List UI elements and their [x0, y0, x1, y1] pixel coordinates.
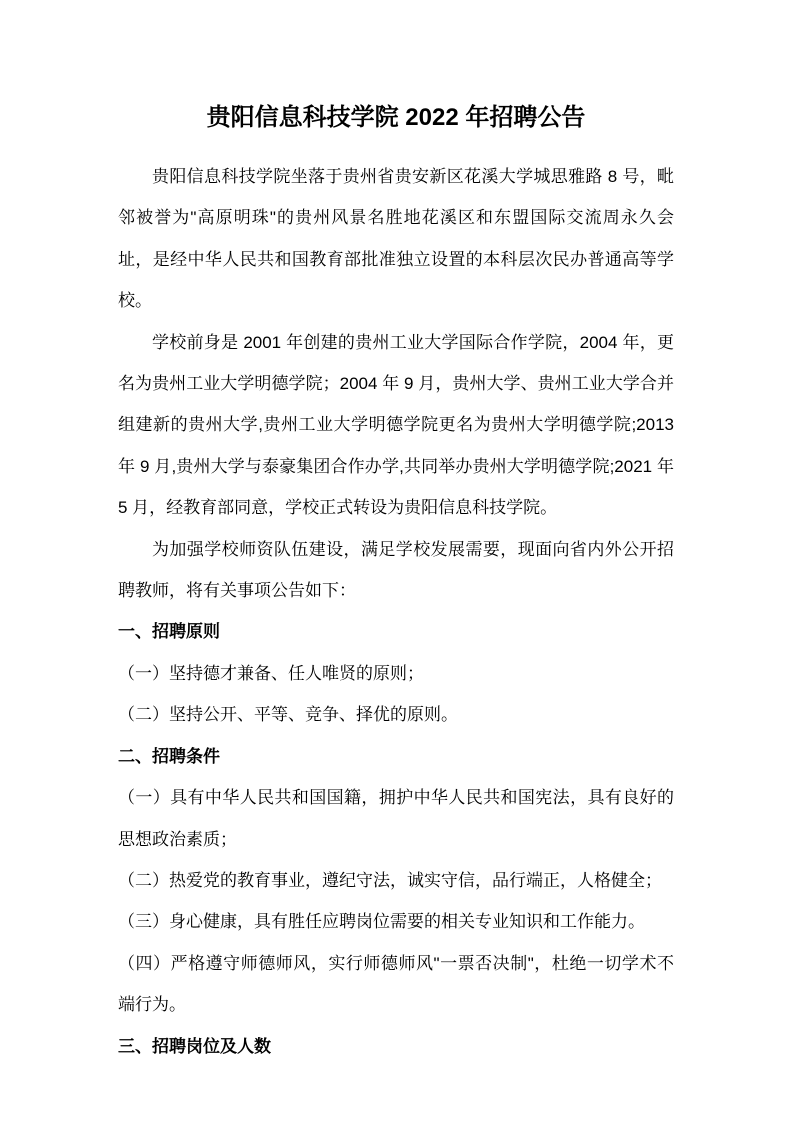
paragraph-school-location: 贵阳信息科技学院坐落于贵州省贵安新区花溪大学城思雅路 8 号，毗邻被誉为"高原明珠"的贵州风景名胜地花溪区和东盟国际交流周永久会址，是经中华人民共和国教育部批准独立设置的本科层次民办普通高等学校。 — [118, 167, 674, 311]
list-item-requirement-1: （一）具有中华人民共和国国籍，拥护中华人民共和国宪法，具有良好的思想政治素质； — [118, 788, 674, 849]
heading-recruitment-principles: 一、招聘原则 — [118, 622, 220, 642]
heading-recruitment-requirements: 二、招聘条件 — [118, 746, 220, 766]
paragraph-school-history: 学校前身是 2001 年创建的贵州工业大学国际合作学院，2004 年，更名为贵州工业大学明德学院；2004 年 9 月，贵州大学、贵州工业大学合并组建新的贵州大学,贵州工业大学明德学院更名为贵州大学明德学院;2013 年 9 月,贵州大学与泰豪集团合作办学,共同举办贵州大学明德学院;2021 年 5 月，经教育部同意，学校正式转设为贵阳信息科技学院。 — [118, 332, 674, 518]
list-item-principle-2: （二）坚持公开、平等、竞争、择优的原则。 — [118, 705, 458, 725]
list-item-requirement-3: （三）身心健康，具有胜任应聘岗位需要的相关专业知识和工作能力。 — [118, 912, 645, 932]
list-item-requirement-2: （二）热爱党的教育事业，遵纪守法，诚实守信，品行端正，人格健全； — [118, 870, 662, 890]
paragraph-recruitment-intro: 为加强学校师资队伍建设，满足学校发展需要，现面向省内外公开招聘教师，将有关事项公告如下： — [118, 539, 674, 601]
heading-recruitment-positions: 三、招聘岗位及人数 — [118, 1036, 271, 1056]
document-title: 贵阳信息科技学院 2022 年招聘公告 — [206, 104, 586, 131]
list-item-requirement-4: （四）严格遵守师德师风，实行师德师风"一票否决制"，杜绝一切学术不端行为。 — [118, 953, 674, 1015]
list-item-principle-1: （一）坚持德才兼备、任人唯贤的原则； — [118, 663, 424, 683]
